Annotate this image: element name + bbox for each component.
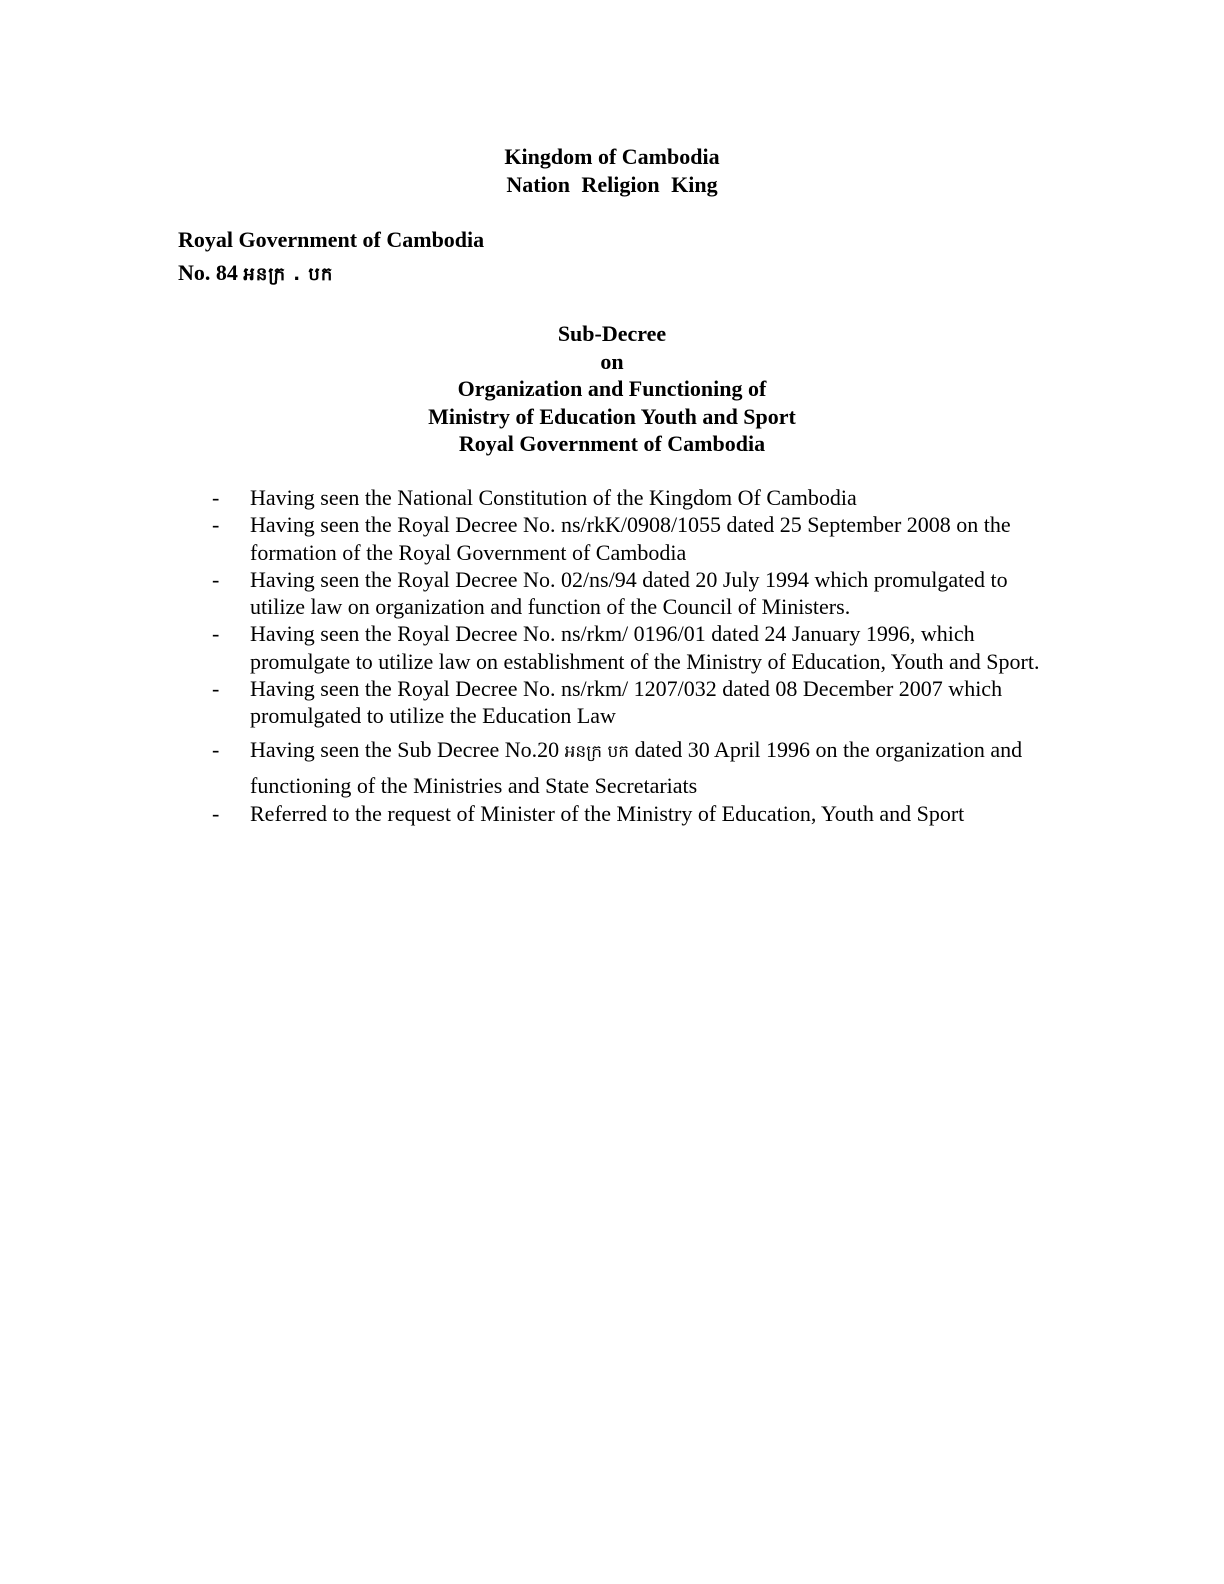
list-dash: - bbox=[212, 621, 220, 647]
decree-number bbox=[178, 259, 333, 289]
recital-khmer-abbrev: អនក្រ បក bbox=[564, 741, 630, 762]
recital-text: Referred to the request of Minister of the Ministry of Education, Youth and Sport bbox=[250, 800, 965, 826]
title-line-2: on bbox=[600, 348, 624, 374]
list-dash: - bbox=[212, 736, 220, 762]
recital-text: Having seen the Royal Decree No. ns/rkm/ 0196/01 dated 24 January 1996, which promulgate to utilize law on establishment of the Ministry of Education, Youth and Sport. bbox=[250, 621, 1040, 674]
list-dash: - bbox=[212, 566, 220, 592]
title-line-3: Organization and Functioning of bbox=[457, 376, 767, 401]
recital-text: Having seen the Royal Decree No. ns/rkm/ 1207/032 dated 08 December 2007 which promulgated to utilize the Education Law bbox=[250, 676, 1003, 729]
kingdom-heading: Kingdom of Cambodia bbox=[504, 144, 720, 169]
recital-text: Having seen the National Constitution of the Kingdom Of Cambodia bbox=[250, 485, 857, 510]
recital-item bbox=[212, 620, 1052, 675]
recital-text: Having seen the Royal Decree No. ns/rkK/0908/1055 dated 25 September 2008 on the formation of the Royal Government of Cambodia bbox=[250, 512, 1011, 565]
recital-item bbox=[212, 566, 1052, 621]
document-title bbox=[0, 320, 1224, 458]
issuing-government: Royal Government of Cambodia bbox=[178, 227, 485, 252]
list-dash: - bbox=[212, 800, 220, 826]
recitals-list bbox=[212, 484, 1052, 827]
title-line-1: Sub-Decree bbox=[557, 321, 667, 346]
recital-item bbox=[212, 733, 1052, 803]
national-motto: Nation Religion King bbox=[506, 172, 718, 197]
decree-number-khmer: អនក្រ . បក bbox=[243, 264, 334, 285]
recital-text-after: dated 30 April 1996 on the organization and functioning of the Ministries and State Secretariats bbox=[250, 736, 1023, 798]
recital-item bbox=[212, 511, 1052, 566]
title-line-4: Ministry of Education Youth and Sport bbox=[428, 403, 796, 429]
list-dash: - bbox=[212, 512, 220, 538]
list-dash: - bbox=[212, 676, 220, 702]
title-line-5: Royal Government of Cambodia bbox=[458, 431, 766, 456]
recital-item bbox=[212, 675, 1052, 730]
list-dash: - bbox=[212, 485, 220, 510]
recital-text: Having seen the Royal Decree No. 02/ns/94 dated 20 July 1994 which promulgated to utilize law on organization and function of the Council of Ministers. bbox=[250, 566, 1008, 620]
recital-item bbox=[212, 800, 1052, 827]
decree-number-prefix: No. 84 bbox=[178, 260, 238, 285]
recital-item bbox=[212, 484, 1052, 511]
recital-text-before: Having seen the Sub Decree No.20 bbox=[250, 736, 560, 762]
